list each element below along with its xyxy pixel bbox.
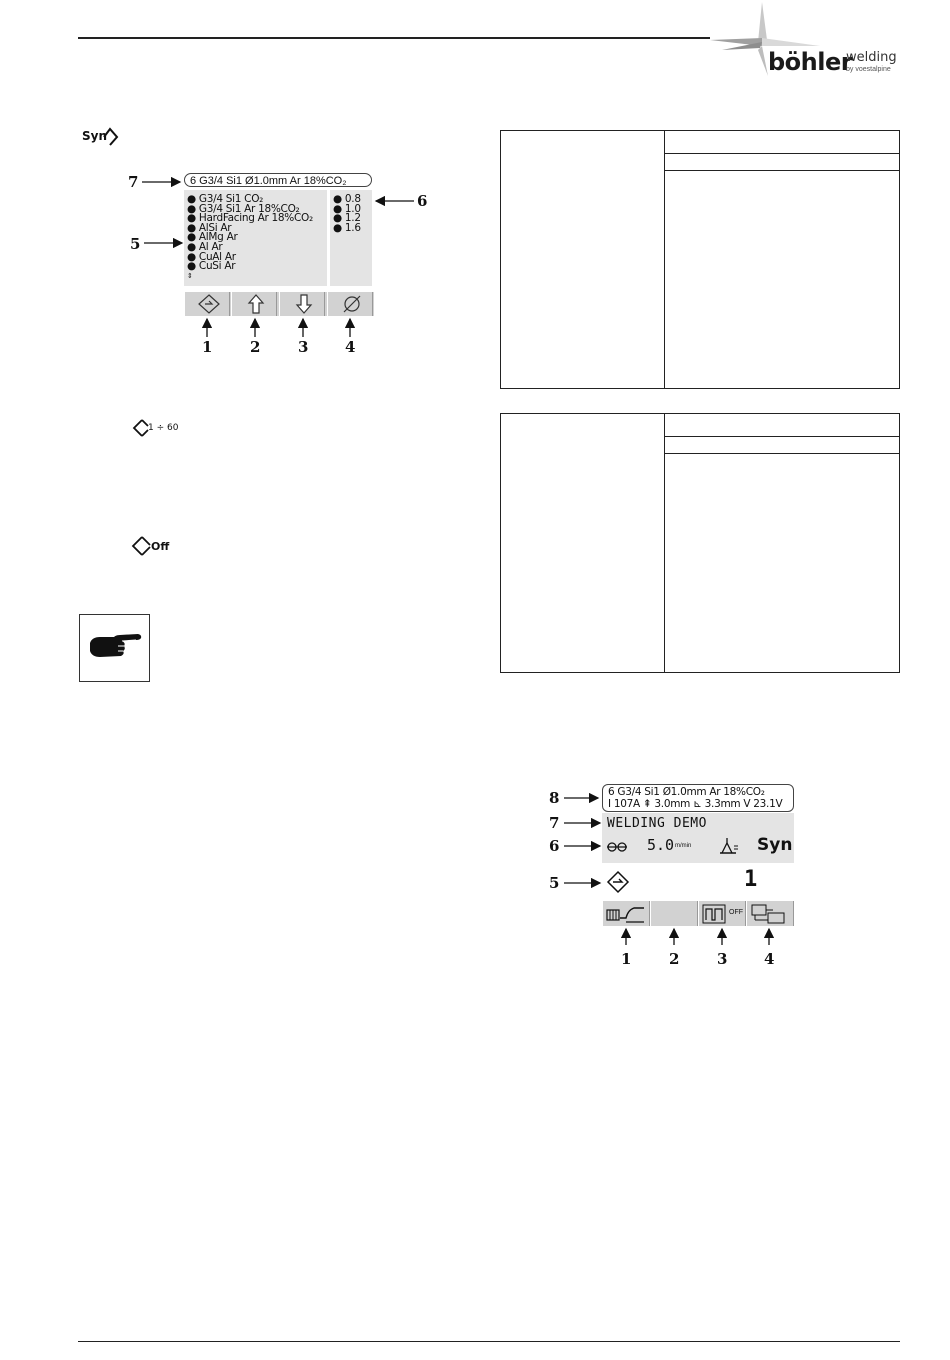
program-number: 1 (744, 867, 758, 892)
callout-7: 7 (549, 814, 560, 832)
material-item[interactable]: ● AlSi Ar (187, 221, 232, 234)
lcd-title: WELDING DEMO (607, 816, 707, 831)
callout-4: 4 (345, 338, 356, 356)
info-table-1 (500, 130, 900, 389)
callout-8: 8 (549, 789, 560, 807)
callout-7: 7 (128, 173, 139, 191)
callout-3: 3 (717, 950, 728, 968)
diameter-item[interactable]: ● 1.6 (333, 221, 361, 234)
callout-5: 5 (549, 874, 560, 892)
lcd-program-title: 6 G3/4 Si1 Ø1.0mm Ar 18%CO₂ (184, 173, 372, 187)
pulse-off-label: OFF (729, 909, 743, 916)
wire-speed-unit: m/min (675, 843, 692, 849)
note-hand-box (79, 614, 150, 682)
lcd1-callout-arrows (120, 165, 440, 365)
info-table-2 (500, 413, 900, 673)
table-2-row-line (664, 436, 900, 437)
material-item[interactable]: ● HardFacing Ar 18%CO₂ (187, 212, 313, 225)
header-rule (78, 37, 710, 39)
material-item[interactable]: ● G3/4 Si1 Ar 18%CO₂ (187, 202, 300, 215)
diameter-item[interactable]: ● 1.2 (333, 212, 361, 225)
mode-label: Syn (757, 835, 793, 855)
program-line: 6 G3/4 Si1 Ø1.0mm Ar 18%CO₂ (608, 786, 765, 798)
knob-off-icon (130, 534, 190, 558)
material-item[interactable]: ● CuSi Ar (187, 260, 236, 273)
material-item[interactable]: ● G3/4 Si1 CO₂ (187, 193, 264, 205)
table-1-row-line (664, 153, 900, 154)
callout-3: 3 (298, 338, 309, 356)
knob-off-label: Off (151, 540, 170, 553)
material-item[interactable]: ● CuAl Ar (187, 250, 236, 263)
diameter-item[interactable]: ● 1.0 (333, 202, 361, 215)
scroll-more-icon: ⇕ (187, 271, 193, 280)
pointing-hand-icon (80, 615, 149, 681)
bohler-logo (710, 2, 910, 80)
lcd2-callout-arrows (560, 785, 800, 945)
syn-knob-icon (80, 124, 120, 150)
callout-2: 2 (250, 338, 261, 356)
syn-label: Syn (82, 129, 108, 143)
wire-speed-value: 5.0 (647, 836, 675, 854)
table-2-divider (664, 413, 665, 673)
callout-2: 2 (669, 950, 680, 968)
material-item[interactable]: ● Al Ar (187, 240, 223, 253)
knob-range-label: 1 ÷ 60 (148, 423, 179, 433)
callout-1: 1 (202, 338, 213, 356)
brand-by: by voestalpine (846, 66, 891, 73)
callout-4: 4 (764, 950, 775, 968)
material-item[interactable]: ● AlMg Ar (187, 231, 238, 244)
callout-5: 5 (130, 235, 141, 253)
measurement-line: I 107A ⇞ 3.0mm ⊾ 3.3mm V 23.1V (608, 798, 783, 810)
callout-6: 6 (549, 837, 560, 855)
diameter-item[interactable]: ● 0.8 (333, 193, 361, 205)
footer-rule (78, 1341, 900, 1342)
brand-sub: welding (846, 50, 897, 65)
knob-range-icon (130, 417, 190, 439)
callout-1: 1 (621, 950, 632, 968)
table-1-divider (664, 130, 665, 389)
table-2-row-line (664, 453, 900, 454)
brand-main: böhler (768, 48, 853, 76)
callout-6: 6 (417, 192, 428, 210)
table-1-row-line (664, 170, 900, 171)
